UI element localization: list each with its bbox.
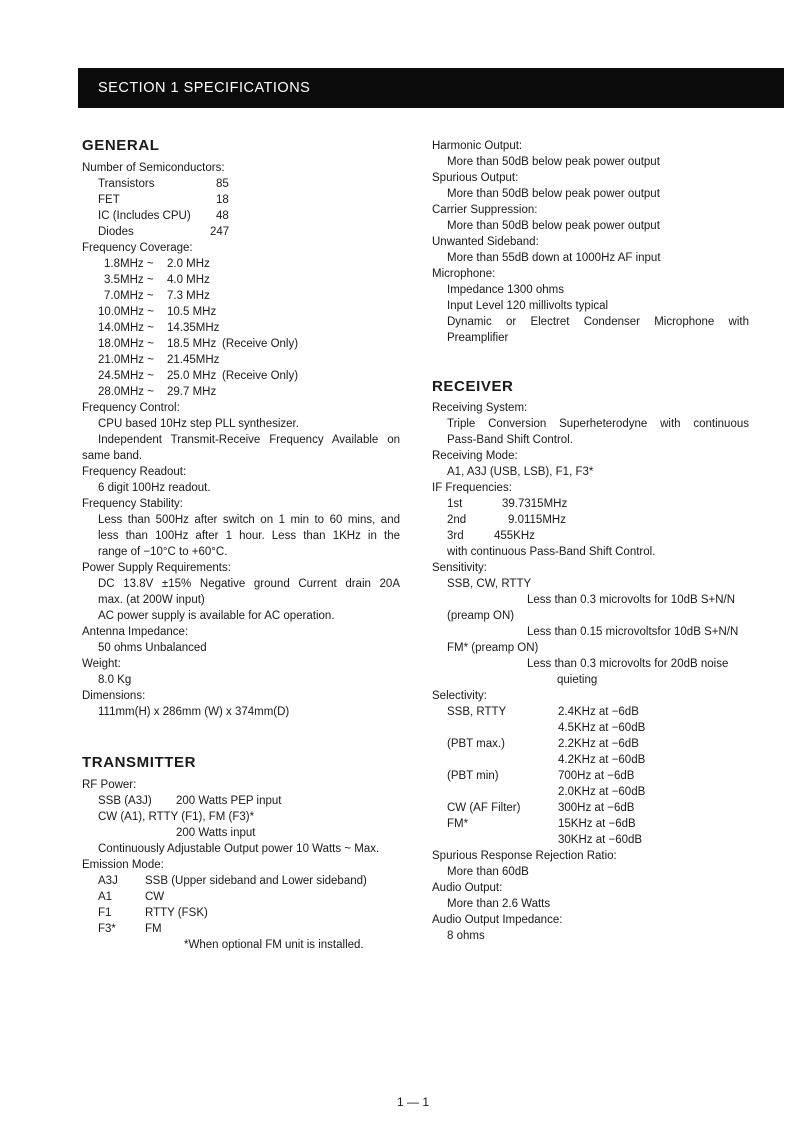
audio-output-label: Audio Output: xyxy=(432,882,503,894)
freq-high: 10.5 MHz xyxy=(167,306,217,318)
carrier-value: More than 50dB below peak power output xyxy=(447,220,660,232)
spurious-rejection-label: Spurious Response Rejection Ratio: xyxy=(432,850,617,862)
microphone-text: Preamplifier xyxy=(447,332,509,344)
section-title: SECTION 1 SPECIFICATIONS xyxy=(98,80,311,96)
unwanted-value: More than 55dB down at 1000Hz AF input xyxy=(447,252,661,264)
receiving-system-label: Receiving System: xyxy=(432,402,528,414)
freq-low: 21.0MHz ~ xyxy=(98,354,154,366)
audio-output-value: More than 2.6 Watts xyxy=(447,898,551,910)
freq-note: (Receive Only) xyxy=(222,370,299,382)
selectivity-mode: CW (AF Filter) xyxy=(447,802,521,814)
emission-label: Emission Mode: xyxy=(82,859,164,871)
dimensions-label: Dimensions: xyxy=(82,690,146,702)
freq-low: 7.0MHz ~ xyxy=(104,290,154,302)
freq-control-text: CPU based 10Hz step PLL synthesizer. xyxy=(98,418,299,430)
spurious-rejection-value: More than 60dB xyxy=(447,866,529,878)
sensitivity-value: Less than 0.3 microvolts for 10dB S+N/N xyxy=(527,594,736,606)
selectivity-mode: (PBT min) xyxy=(447,770,499,782)
microphone-text: Dynamic or Electret Condenser Microphone with xyxy=(447,316,749,328)
semiconductor-name: Transistors xyxy=(98,178,155,190)
semiconductor-count: 247 xyxy=(210,226,230,238)
semiconductor-name: IC (Includes CPU) xyxy=(98,210,191,222)
power-text: AC power supply is available for AC operation. xyxy=(98,610,335,622)
adjustable-output: Continuously Adjustable Output power 10 Watts ~ Max. xyxy=(98,843,380,855)
ssb-value: 200 Watts PEP input xyxy=(176,795,282,807)
microphone-text: Impedance 1300 ohms xyxy=(447,284,564,296)
stability-text: less than 100Hz after 1 hour. Less than 1KHz in the xyxy=(98,530,400,542)
power-label: Power Supply Requirements: xyxy=(82,562,231,574)
freq-high: 21.45MHz xyxy=(167,354,220,366)
sensitivity-preamp: (preamp ON) xyxy=(447,610,515,622)
antenna-value: 50 ohms Unbalanced xyxy=(98,642,207,654)
emission-desc: FM xyxy=(145,923,162,935)
spurious-label: Spurious Output: xyxy=(432,172,519,184)
antenna-label: Antenna Impedance: xyxy=(82,626,189,638)
freq-high: 7.3 MHz xyxy=(167,290,210,302)
freq-high: 18.5 MHz xyxy=(167,338,217,350)
receiving-mode-value: A1, A3J (USB, LSB), F1, F3* xyxy=(447,466,594,478)
weight-label: Weight: xyxy=(82,658,121,670)
audio-impedance-label: Audio Output Impedance: xyxy=(432,914,563,926)
power-text: DC 13.8V ±15% Negative ground Current drain 20A xyxy=(98,578,400,590)
weight-value: 8.0 Kg xyxy=(98,674,132,686)
emission-code: F3* xyxy=(98,923,116,935)
emission-desc: RTTY (FSK) xyxy=(145,907,208,919)
freq-high: 14.35MHz xyxy=(167,322,220,334)
semiconductor-name: FET xyxy=(98,194,120,206)
selectivity-mode: SSB, RTTY xyxy=(447,706,507,718)
semiconductor-name: Diodes xyxy=(98,226,134,238)
carrier-label: Carrier Suppression: xyxy=(432,204,538,216)
if-freq: 455KHz xyxy=(494,530,535,542)
page-number: 1 — 1 xyxy=(397,1095,430,1109)
freq-low: 24.5MHz ~ xyxy=(98,370,154,382)
selectivity-value: 30KHz at −60dB xyxy=(558,834,643,846)
selectivity-value: 4.2KHz at −60dB xyxy=(558,754,646,766)
freq-high: 4.0 MHz xyxy=(167,274,210,286)
emission-code: F1 xyxy=(98,907,112,919)
semiconductor-count: 85 xyxy=(216,178,229,190)
sensitivity-fm: FM* (preamp ON) xyxy=(447,642,539,654)
selectivity-value: 700Hz at −6dB xyxy=(558,770,635,782)
receiver-heading: RECEIVER xyxy=(432,378,514,395)
general-heading: GENERAL xyxy=(82,137,160,154)
freq-low: 10.0MHz ~ xyxy=(98,306,154,318)
semiconductor-count: 48 xyxy=(216,210,229,222)
receiving-mode-label: Receiving Mode: xyxy=(432,450,518,462)
freq-high: 25.0 MHz xyxy=(167,370,217,382)
freq-control-text: Independent Transmit-Receive Frequency Available on xyxy=(98,434,400,446)
selectivity-value: 2.0KHz at −60dB xyxy=(558,786,646,798)
harmonic-value: More than 50dB below peak power output xyxy=(447,156,660,168)
freq-high: 29.7 MHz xyxy=(167,386,217,398)
emission-code: A1 xyxy=(98,891,113,903)
audio-impedance-value: 8 ohms xyxy=(447,930,485,942)
receiving-system-text: Pass-Band Shift Control. xyxy=(447,434,573,446)
emission-desc: CW xyxy=(145,891,165,903)
freq-low: 28.0MHz ~ xyxy=(98,386,154,398)
selectivity-value: 2.2KHz at −6dB xyxy=(558,738,639,750)
freq-low: 14.0MHz ~ xyxy=(98,322,154,334)
selectivity-value: 300Hz at −6dB xyxy=(558,802,635,814)
if-freq: 9.0115MHz xyxy=(508,514,566,526)
dimensions-value: 111mm(H) x 286mm (W) x 374mm(D) xyxy=(98,706,290,718)
if-label: IF Frequencies: xyxy=(432,482,512,494)
cw-value: 200 Watts input xyxy=(176,827,256,839)
semiconductors-label: Number of Semiconductors: xyxy=(82,162,225,174)
freq-note: (Receive Only) xyxy=(222,338,299,350)
section-banner xyxy=(78,68,784,108)
spurious-value: More than 50dB below peak power output xyxy=(447,188,660,200)
readout-value: 6 digit 100Hz readout. xyxy=(98,482,211,494)
transmitter-heading: TRANSMITTER xyxy=(82,754,197,771)
freq-control-text: same band. xyxy=(82,450,143,462)
freq-low: 18.0MHz ~ xyxy=(98,338,154,350)
ssb-mode: SSB (A3J) xyxy=(98,795,152,807)
emission-desc: SSB (Upper sideband and Lower sideband) xyxy=(145,875,367,887)
freq-coverage-label: Frequency Coverage: xyxy=(82,242,193,254)
power-text: max. (at 200W input) xyxy=(98,594,205,606)
semiconductor-count: 18 xyxy=(216,194,229,206)
if-stage: 3rd xyxy=(447,530,464,542)
receiving-system-text: Triple Conversion Superheterodyne with continuous xyxy=(447,418,749,430)
if-note: with continuous Pass-Band Shift Control. xyxy=(447,546,656,558)
if-freq: 39.7315MHz xyxy=(502,498,568,510)
if-stage: 1st xyxy=(447,498,463,510)
sensitivity-label: Sensitivity: xyxy=(432,562,487,574)
freq-low: 3.5MHz ~ xyxy=(104,274,154,286)
stability-text: range of −10°C to +60°C. xyxy=(98,546,228,558)
emission-code: A3J xyxy=(98,875,118,887)
freq-control-label: Frequency Control: xyxy=(82,402,180,414)
fm-note: *When optional FM unit is installed. xyxy=(184,939,364,951)
freq-high: 2.0 MHz xyxy=(167,258,210,270)
microphone-text: Input Level 120 millivolts typical xyxy=(447,300,609,312)
selectivity-value: 4.5KHz at −60dB xyxy=(558,722,646,734)
selectivity-value: 2.4KHz at −6dB xyxy=(558,706,639,718)
freq-low: 1.8MHz ~ xyxy=(104,258,154,270)
selectivity-mode: (PBT max.) xyxy=(447,738,505,750)
microphone-label: Microphone: xyxy=(432,268,496,280)
harmonic-label: Harmonic Output: xyxy=(432,140,523,152)
sensitivity-value: Less than 0.3 microvolts for 20dB noise xyxy=(527,658,729,670)
unwanted-label: Unwanted Sideband: xyxy=(432,236,539,248)
readout-label: Frequency Readout: xyxy=(82,466,187,478)
sensitivity-modes: SSB, CW, RTTY xyxy=(447,578,532,590)
stability-text: Less than 500Hz after switch on 1 min to 60 mins, and xyxy=(98,514,400,526)
stability-label: Frequency Stability: xyxy=(82,498,183,510)
sensitivity-value: quieting xyxy=(557,674,598,686)
selectivity-mode: FM* xyxy=(447,818,469,830)
rf-power-label: RF Power: xyxy=(82,779,137,791)
sensitivity-value: Less than 0.15 microvoltsfor 10dB S+N/N xyxy=(527,626,739,638)
cw-modes: CW (A1), RTTY (F1), FM (F3)* xyxy=(98,811,255,823)
selectivity-value: 15KHz at −6dB xyxy=(558,818,636,830)
if-stage: 2nd xyxy=(447,514,467,526)
selectivity-label: Selectivity: xyxy=(432,690,487,702)
